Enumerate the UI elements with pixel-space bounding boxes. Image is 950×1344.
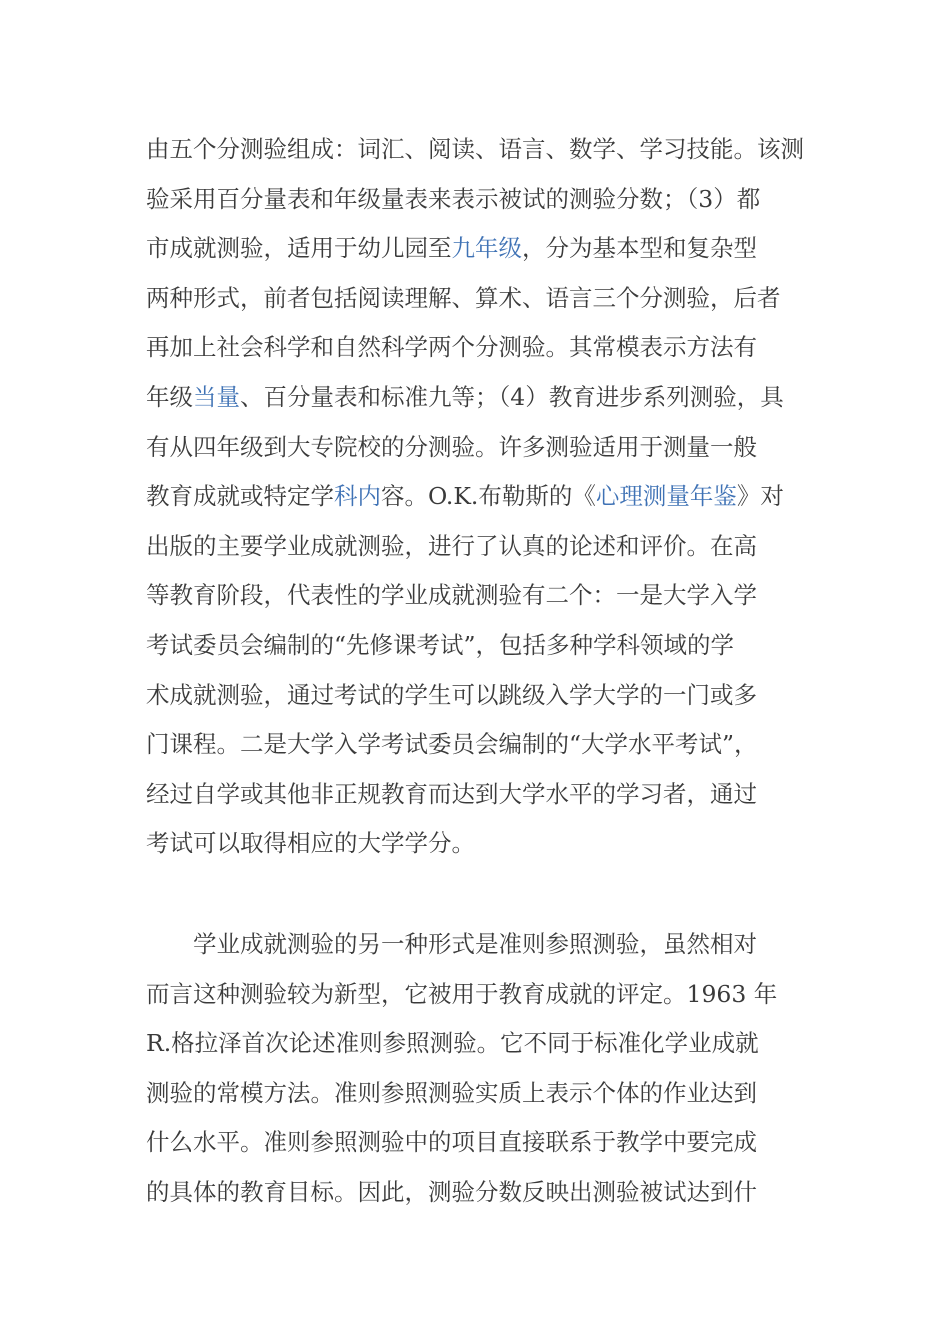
text-line: 再加上社会科学和自然科学两个分测验。其常模表示方法有 xyxy=(146,333,757,362)
text-line: 门课程。二是大学入学考试委员会编制的“大学水平考试”， xyxy=(146,730,758,759)
text-line: 学业成就测验的另一种形式是准则参照测验，虽然相对 xyxy=(193,930,757,958)
text-line: 什么水平。准则参照测验中的项目直接联系于教学中要完成 xyxy=(146,1128,757,1157)
text-line: 考试委员会编制的“先修课考试”，包括多种学科领域的学 xyxy=(146,630,735,659)
text-line: 而言这种测验较为新型，它被用于教育成就的评定。1963 年 xyxy=(146,979,778,1008)
text-line: 的具体的教育目标。因此，测验分数反映出测验被试达到什 xyxy=(146,1177,757,1206)
link-mental-measurements-yearbook[interactable]: 心理测量年鉴 xyxy=(595,482,737,511)
paragraph-1 xyxy=(146,125,826,869)
text-segment: 容。O.K.布勒斯的《 xyxy=(381,482,596,511)
text-line: 由五个分测验组成：词汇、阅读、语言、数学、学习技能。该测 xyxy=(146,135,804,163)
link-subject-content[interactable]: 科内 xyxy=(334,482,381,511)
text-line xyxy=(146,472,826,522)
text-line xyxy=(146,373,826,423)
link-equivalent[interactable]: 当量 xyxy=(193,382,240,411)
text-segment: 市成就测验，适用于幼儿园至 xyxy=(146,234,452,263)
text-segment: 年级 xyxy=(146,382,193,411)
text-line: 验采用百分量表和年级量表来表示被试的测验分数；（3）都 xyxy=(146,184,761,213)
paragraph-2 xyxy=(146,920,826,1218)
text-segment: 教育成就或特定学 xyxy=(146,482,334,511)
link-ninth-grade[interactable]: 九年级 xyxy=(451,234,522,263)
text-line: R.格拉泽首次论述准则参照测验。它不同于标准化学业成就 xyxy=(146,1029,759,1058)
text-line: 测验的常模方法。准则参照测验实质上表示个体的作业达到 xyxy=(146,1078,757,1107)
text-line: 等教育阶段，代表性的学业成就测验有二个：一是大学入学 xyxy=(146,581,757,610)
text-line: 有从四年级到大专院校的分测验。许多测验适用于测量一般 xyxy=(146,432,757,461)
text-line xyxy=(146,224,826,274)
text-line: 术成就测验，通过考试的学生可以跳级入学大学的一门或多 xyxy=(146,680,757,709)
text-line: 考试可以取得相应的大学学分。 xyxy=(146,829,475,858)
text-line: 出版的主要学业成就测验，进行了认真的论述和评价。在高 xyxy=(146,531,757,560)
text-segment: ，分为基本型和复杂型 xyxy=(522,234,757,263)
text-segment: 、百分量表和标准九等；（4）教育进步系列测验，具 xyxy=(240,382,784,411)
text-line: 两种形式，前者包括阅读理解、算术、语言三个分测验，后者 xyxy=(146,283,781,312)
text-segment: 》对 xyxy=(736,482,784,511)
text-line: 经过自学或其他非正规教育而达到大学水平的学习者，通过 xyxy=(146,779,757,808)
